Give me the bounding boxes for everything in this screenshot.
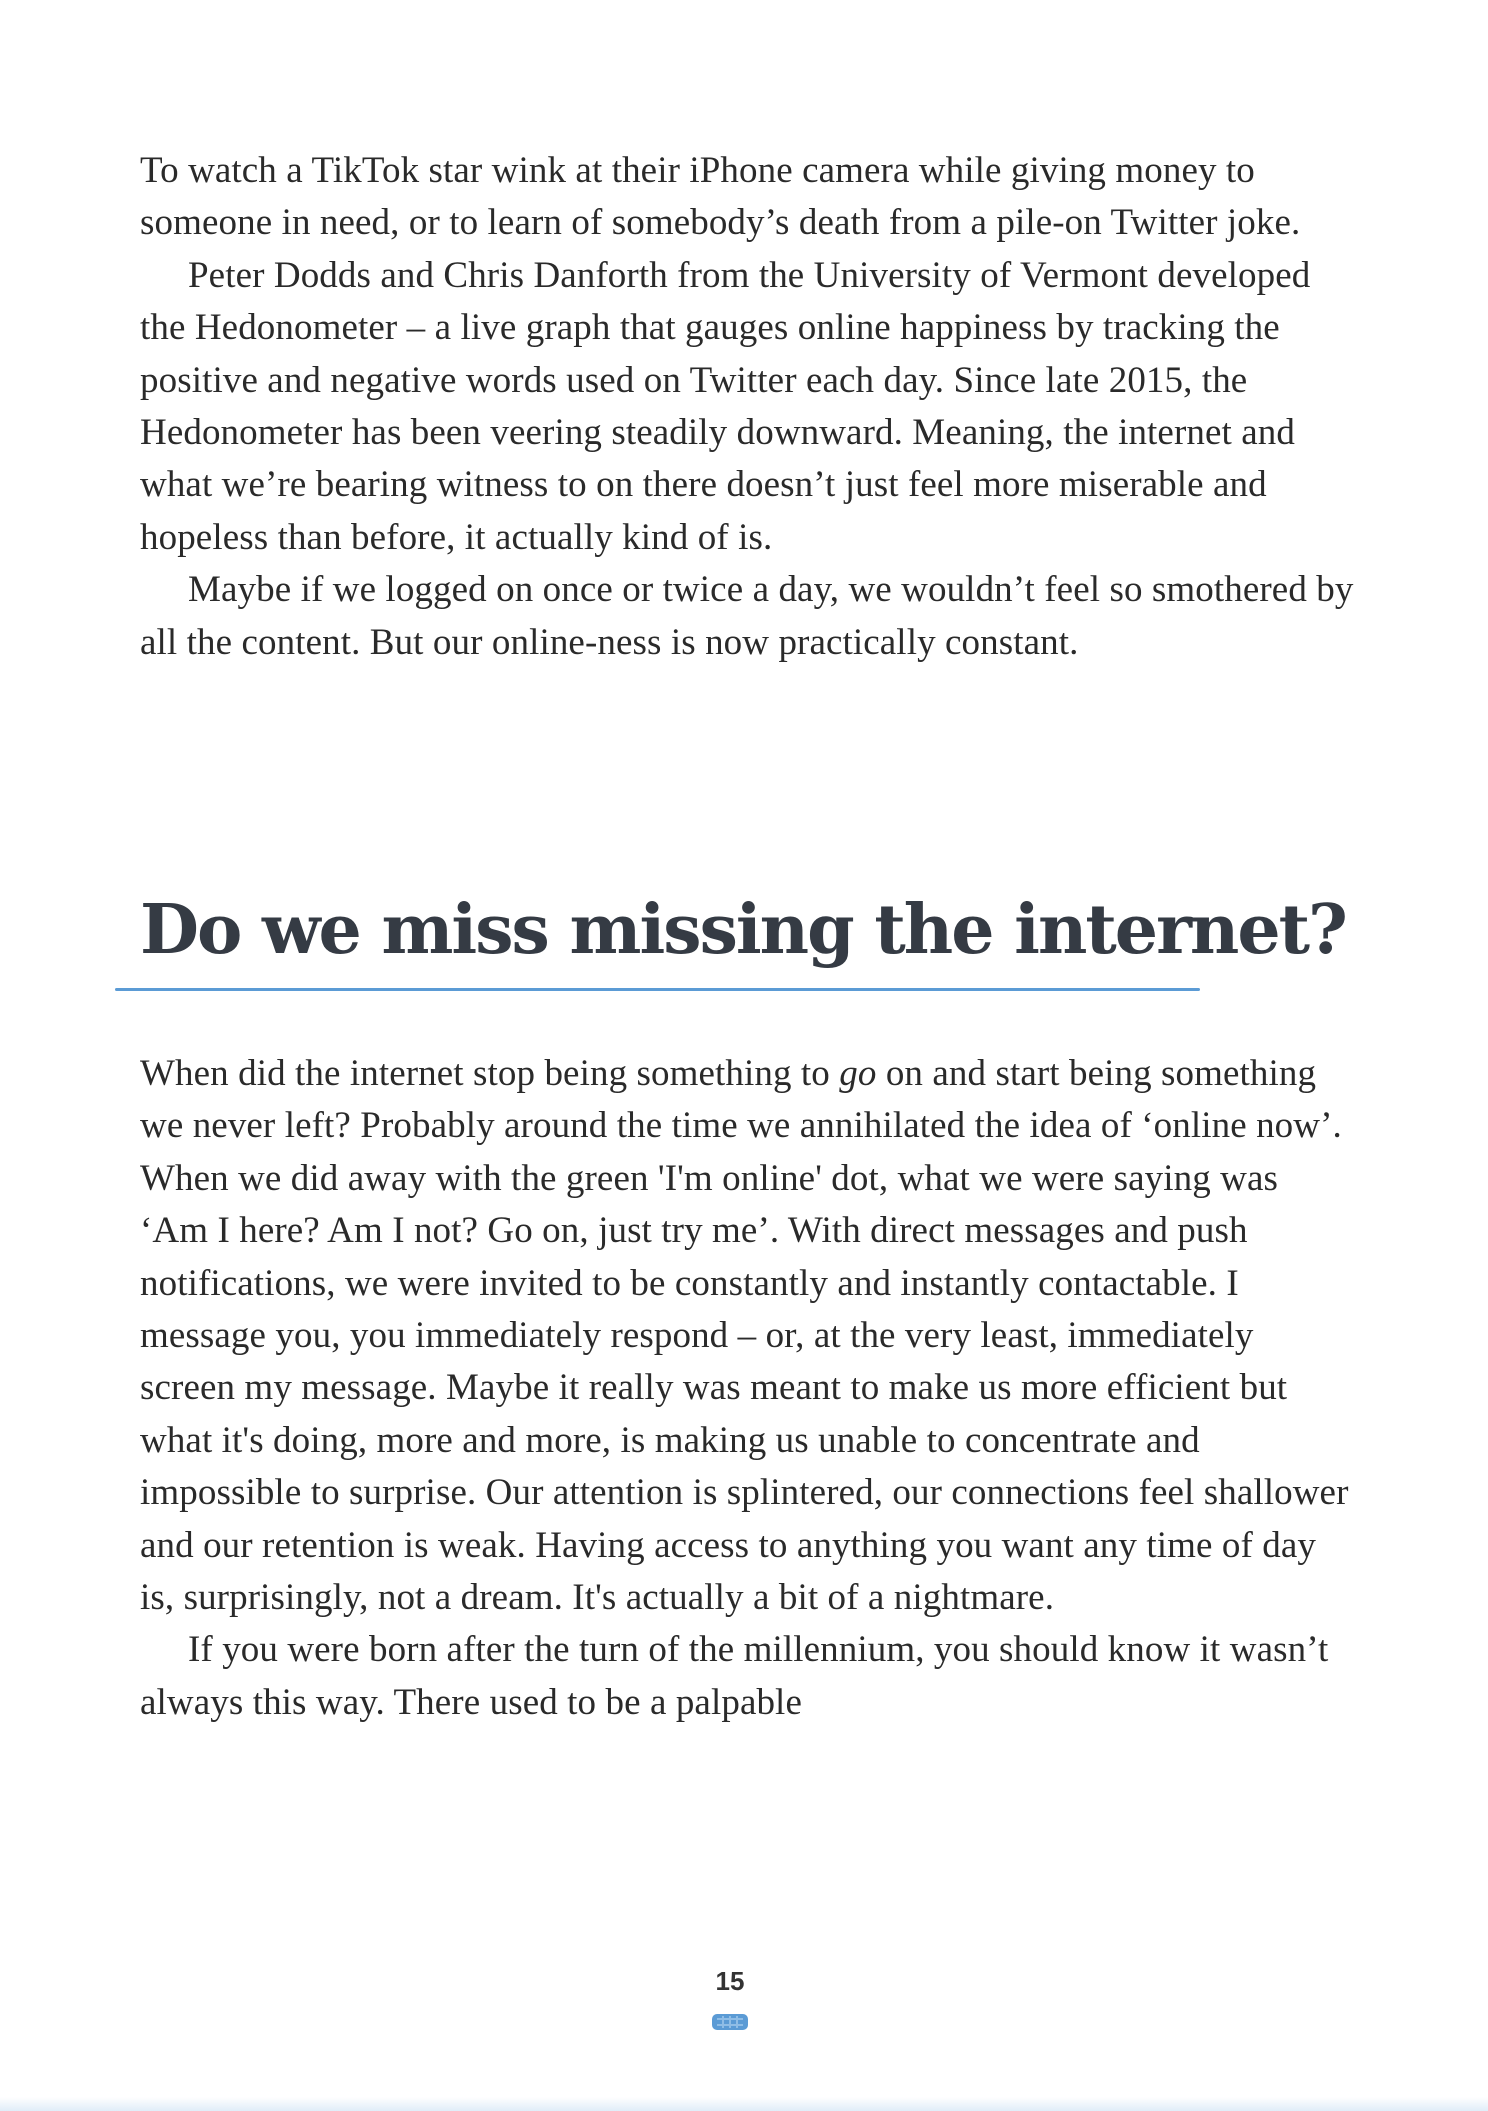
- paragraph-internet-stop: [140, 1048, 1355, 1624]
- paragraph-online-ness: Maybe if we logged on once or twice a day, we wouldn’t feel so smothered by all the content. But our online-ness is now practically constant.: [140, 569, 1354, 663]
- paragraph-tiktok: To watch a TikTok star wink at their iPhone camera while giving money to someone in need, or to learn of somebody’s death from a pile-on Twitter joke.: [140, 150, 1301, 244]
- page-ornament-icon: [711, 2011, 749, 2033]
- paragraph-hedonometer: Peter Dodds and Chris Danforth from the University of Vermont developed the Hedonometer – a live graph that gauges online happiness by tracking the positive and negative words used on Twitter each day. Since late 2015, the Hedonometer has been veering steadily downward. Meaning, the internet and what we’re bearing witness to on there doesn’t just feel more miserable and hopeless than before, it actually kind of is.: [140, 254, 1311, 558]
- paragraph-internet-stop-emphasis: go: [839, 1053, 877, 1094]
- paragraph-internet-stop-part-2: on and start being something we never left? Probably around the time we annihilated the idea of ‘online now’. When we did away with the green 'I'm online' dot, what we were saying was ‘Am I here? Am I not? Go on, just try me’. With direct messages and push notifications, we were invited to be constantly and instantly contactable. I message you, you immediately respond – or, at the very least, immediately screen my message. Maybe it really was meant to make us more efficient but what it's doing, more and more, is making us unable to concentrate and impossible to surprise. Our attention is splintered, our connections feel shallower and our retention is weak. Having access to anything you want any time of day is, surprisingly, not a dream. It's actually a bit of a nightmare.: [140, 1053, 1349, 1619]
- paragraph-millennium: If you were born after the turn of the millennium, you should know it wasn’t always this way. There used to be a palpable: [140, 1629, 1329, 1723]
- top-text-block: [140, 145, 1355, 669]
- section-text-block: [140, 1048, 1355, 1729]
- section-heading: Do we miss missing the internet?: [140, 890, 1346, 970]
- heading-underline-rule: [115, 988, 1200, 991]
- paragraph-internet-stop-part-1: When did the internet stop being something to: [140, 1053, 840, 1094]
- page-number: 15: [715, 1966, 745, 1996]
